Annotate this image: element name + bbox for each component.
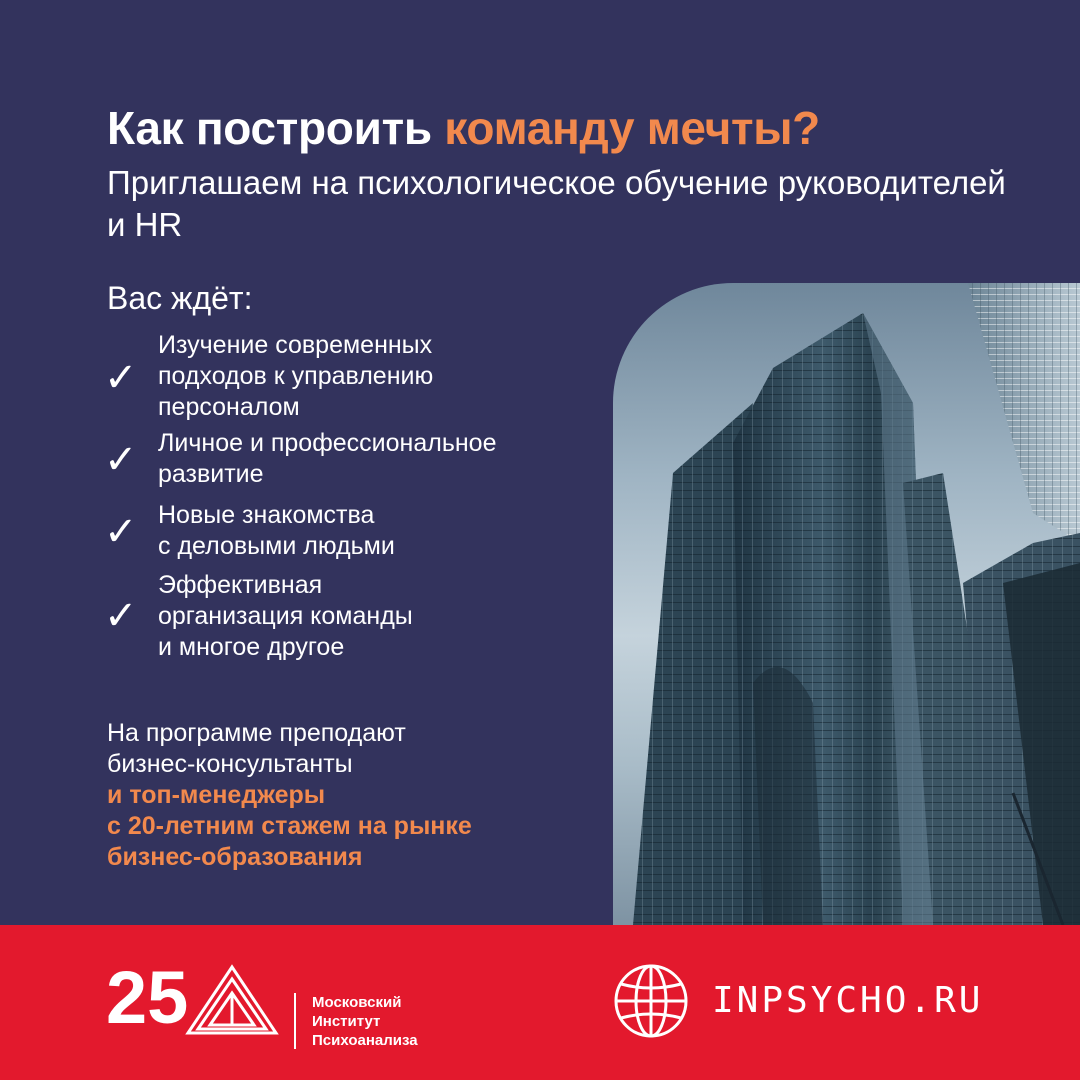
faculty-text: На программе преподают бизнес-консультанты — [107, 719, 406, 778]
institute-logo — [104, 945, 464, 1065]
benefit-item — [104, 330, 584, 425]
website-link[interactable]: INPSYCHO.RU — [712, 980, 984, 1021]
logo-emblem-icon — [104, 945, 284, 1065]
subheadline: Приглашаем на психологическое обучение руководителей и HR — [107, 164, 1006, 243]
benefit-text: Личное и профессиональное развитие — [158, 429, 497, 488]
check-icon: ✓ — [104, 355, 138, 401]
footer-bar — [0, 925, 1080, 1080]
skyscraper-photo — [613, 283, 1080, 925]
headline-part-accent: команду мечты? — [444, 102, 820, 154]
anniversary-number: 25 — [106, 956, 189, 1039]
globe-icon — [612, 962, 690, 1040]
benefit-text: Новые знакомства с деловыми людьми — [158, 501, 395, 560]
benefit-item — [104, 570, 584, 665]
benefits-heading: Вас ждёт: — [107, 280, 253, 316]
benefit-item — [104, 428, 584, 492]
check-icon: ✓ — [104, 437, 138, 483]
benefit-item — [104, 500, 584, 564]
logo-divider — [294, 993, 296, 1049]
benefit-text: Эффективная организация команды и многое другое — [158, 571, 413, 661]
check-icon: ✓ — [104, 509, 138, 555]
skyscraper-illustration — [613, 283, 1080, 925]
institute-name: Московский Институт Психоанализа — [312, 994, 418, 1049]
headline — [107, 100, 820, 156]
benefit-text: Изучение современных подходов к управлению персоналом — [158, 331, 434, 421]
headline-part-white: Как построить — [107, 102, 445, 154]
check-icon: ✓ — [104, 593, 138, 639]
faculty-accent-text: и топ-менеджеры с 20-летним стажем на рынке бизнес-образования — [107, 781, 472, 871]
